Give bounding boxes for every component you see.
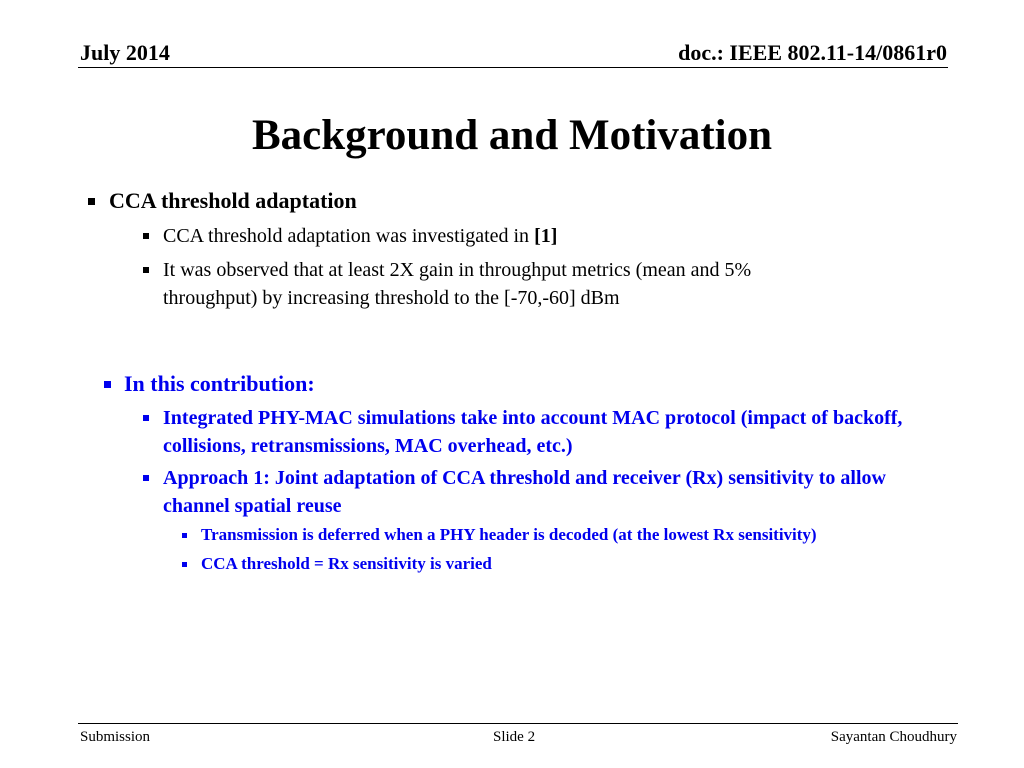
header-date: July 2014 — [80, 40, 170, 65]
header-doc-id: doc.: IEEE 802.11-14/0861r0 — [678, 40, 947, 65]
section-heading: CCA threshold adaptation — [109, 188, 357, 213]
footer-submission: Submission — [80, 729, 151, 745]
item-text: Integrated PHY-MAC simulations take into account MAC protocol (impact of backoff, collisions, retransmissions, MAC overhead, etc.) — [163, 407, 903, 457]
square-bullet-icon — [143, 475, 149, 481]
section-heading: In this contribution: — [124, 371, 315, 396]
footer-author: Sayantan Choudhury — [830, 729, 957, 745]
list-item — [143, 256, 843, 312]
reference-label: [1] — [534, 225, 558, 247]
slide-title: Background and Motivation — [251, 112, 773, 159]
square-bullet-icon — [143, 267, 149, 273]
list-item — [143, 222, 863, 250]
square-bullet-icon — [143, 233, 149, 239]
square-bullet-icon — [182, 562, 187, 567]
item-text: CCA threshold = Rx sensitivity is varied — [201, 554, 492, 573]
sub-list-item — [182, 525, 952, 545]
item-text: Transmission is deferred when a PHY header is decoded (at the lowest Rx sensitivity) — [201, 525, 817, 544]
square-bullet-icon — [143, 415, 149, 421]
footer-slide-number: Slide 2 — [493, 729, 536, 745]
header-divider — [78, 67, 948, 68]
footer-divider — [78, 723, 958, 724]
item-text: Approach 1: Joint adaptation of CCA threshold and receiver (Rx) sensitivity to allow channel spatial reuse — [163, 467, 886, 517]
list-item — [143, 464, 943, 520]
square-bullet-icon — [104, 381, 111, 388]
item-text: CCA threshold adaptation was investigated in — [163, 225, 535, 247]
sub-list-item — [182, 554, 952, 574]
square-bullet-icon — [182, 533, 187, 538]
item-text: It was observed that at least 2X gain in throughput metrics (mean and 5% throughput) by increasing threshold to the [-70,-60] dBm — [163, 259, 752, 309]
list-item — [143, 404, 943, 460]
square-bullet-icon — [88, 198, 95, 205]
